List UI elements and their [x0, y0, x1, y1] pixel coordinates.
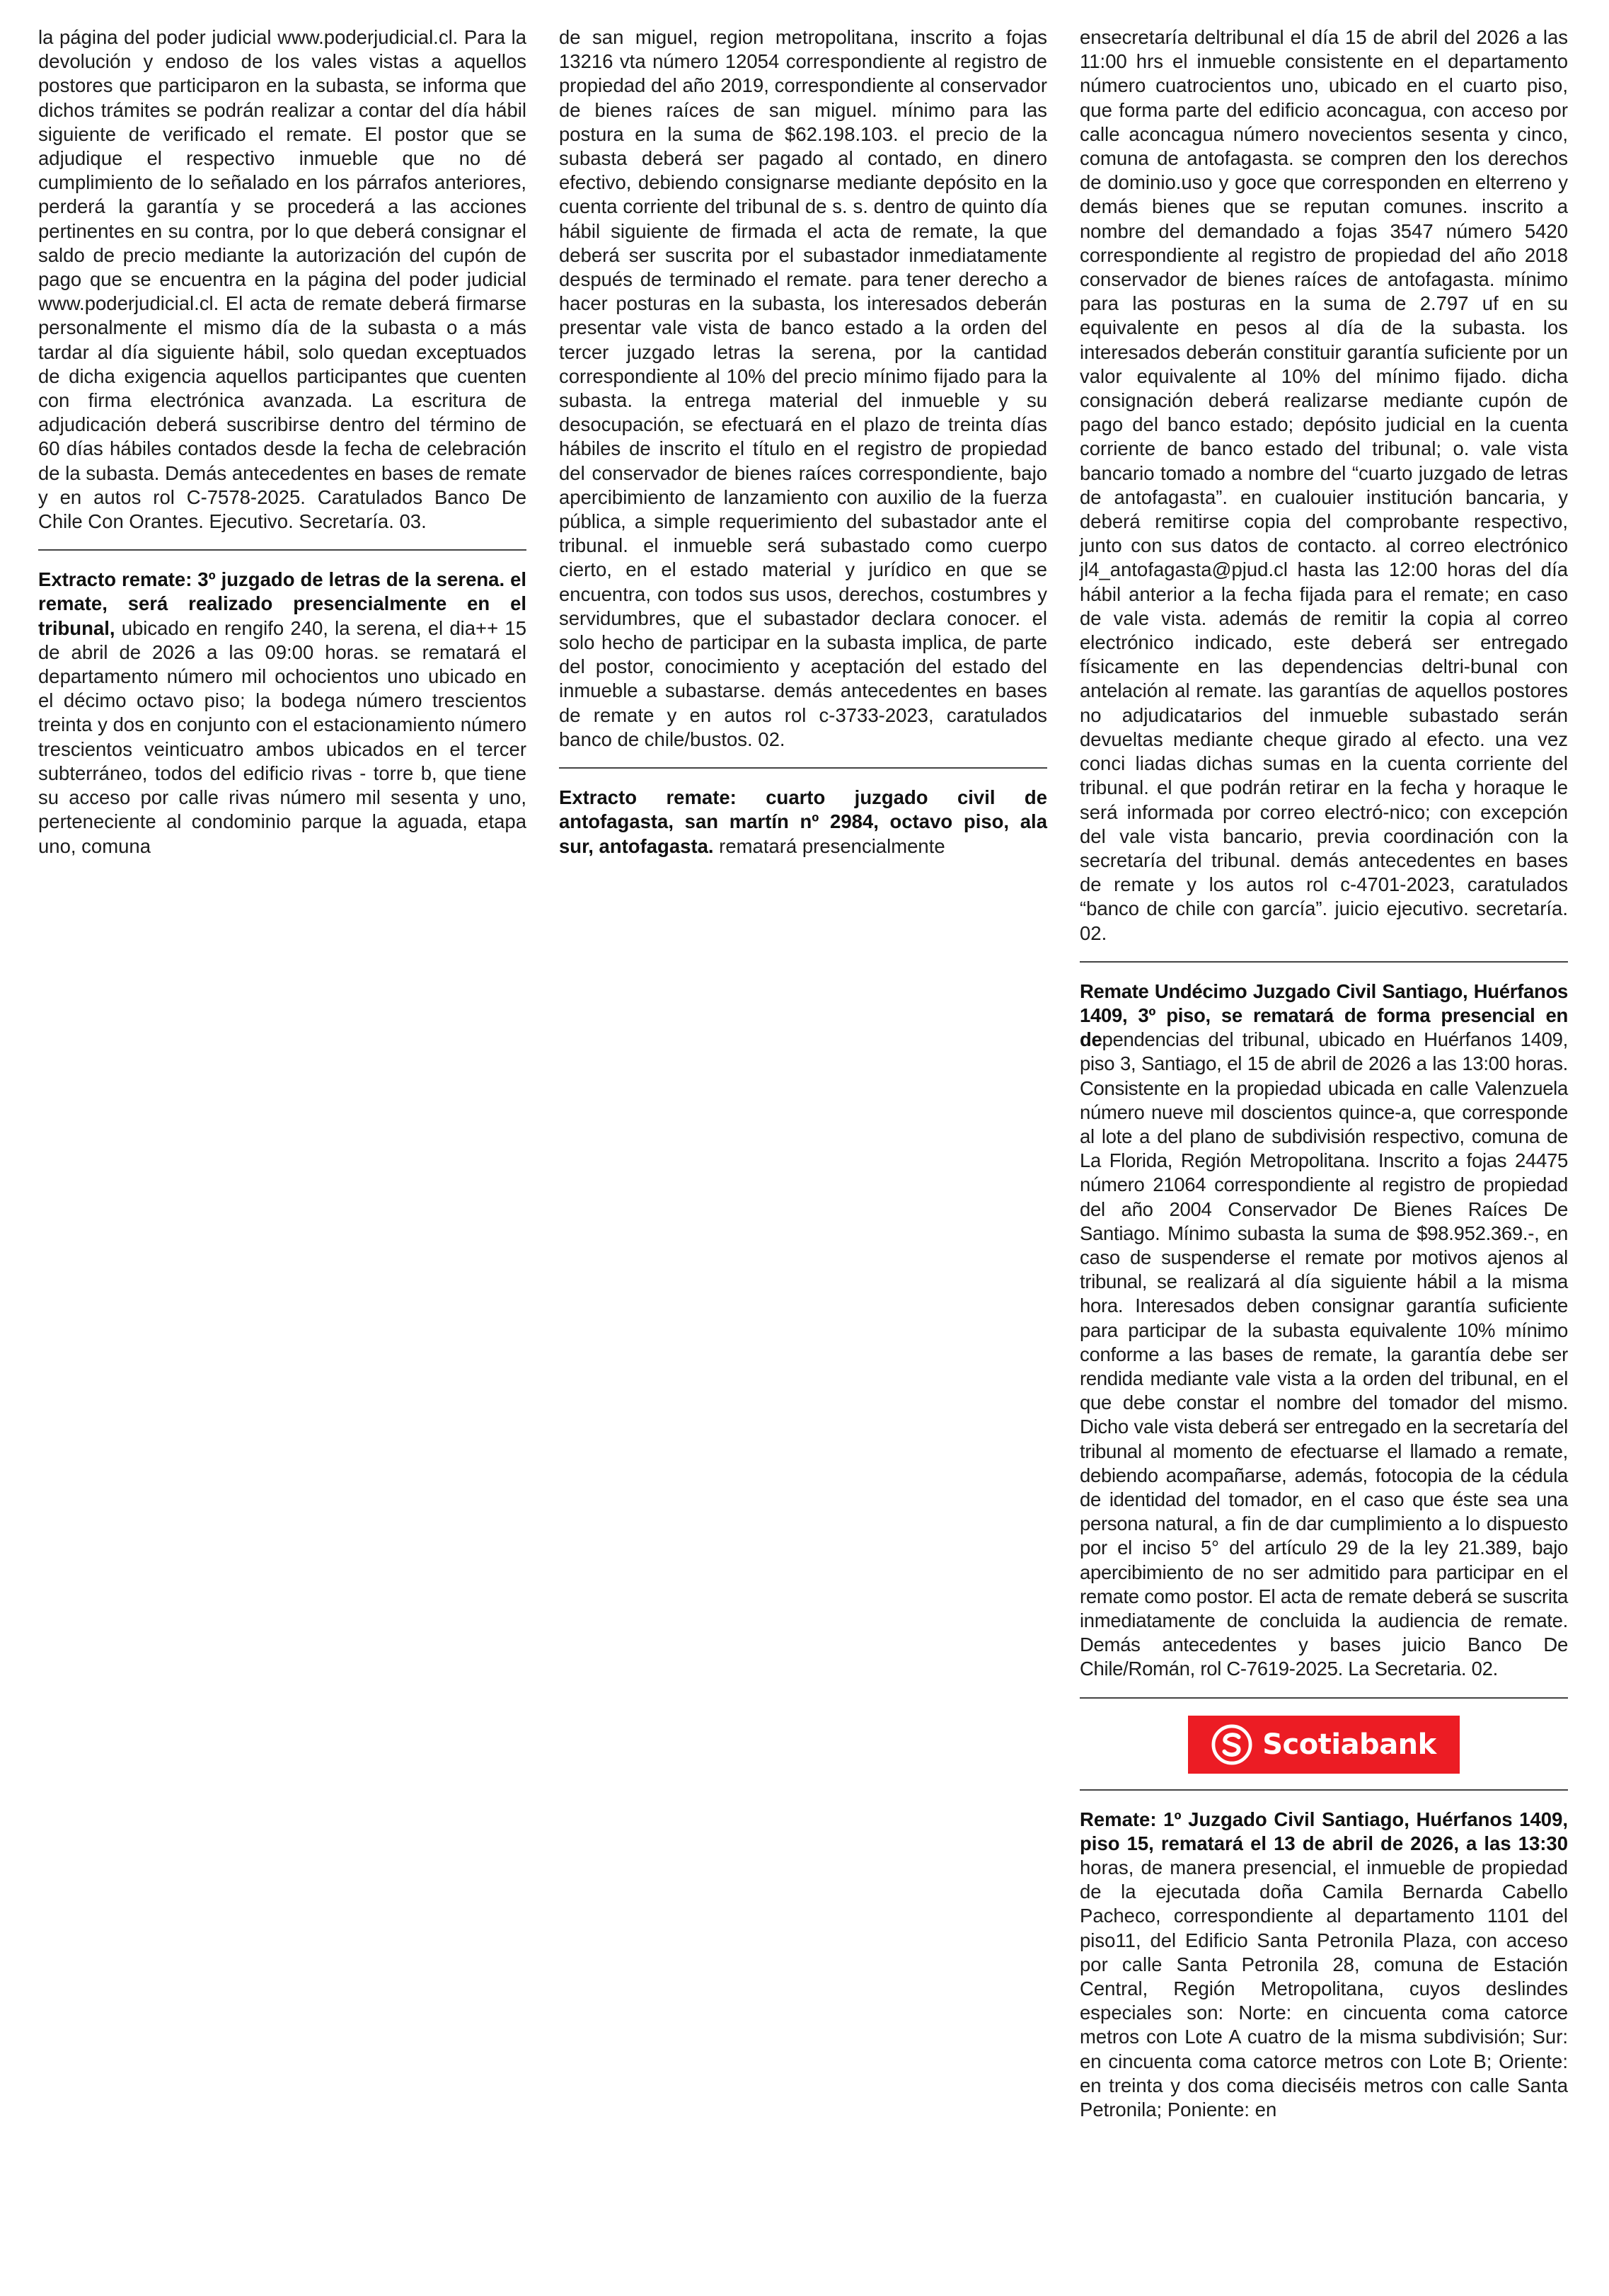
ad-1-continued: la página del poder judicial www.poderjudicial.cl. Para la devolución y endoso de los vales vistas a aquellos postores que participaron en la subasta, se informa que dichos trámites se podrán realizar a contar del día hábil siguiente de verificado el remate. El postor que se adjudique el respectivo inmueble que no dé cumplimiento de lo señalado en los párrafos anteriores, perderá la garantía y se procederá a las acciones pertinentes en su contra, por lo que deberá consignar el saldo de precio mediante la autorización del cupón de pago que se encuentra en la página del poder judicial www.poderjudicial.cl. El acta de remate deberá firmarse personalmente el mismo día de la subasta o a más tardar al día siguiente hábil, solo quedan exceptuados de dicha exigencia aquellos participantes que cuenten con firma electrónica avanzada. La escritura de adjudicación deberá suscribirse dentro del término de 60 días hábiles contados desde la fecha de celebración de la subasta. Demás antecedentes en bases de remate y en autos rol C-7578-2025. Caratulados Banco De Chile Con Orantes. Ejecutivo. Secretaría. 03.	[38, 26, 526, 533]
ad-5-heading: Remate: 1º Juzgado Civil Santiago, Huérfanos 1409, piso 15, rematará el 13 de abril de 2026, a las 13:30	[1080, 1808, 1568, 1854]
divider	[559, 767, 1047, 769]
ad-2-body: ubicado en rengifo 240, la serena, el dia++ 15 de abril de 2026 a las 09:00 horas. se rematará el departamento número mil ochocientos uno ubicado en el décimo octavo piso; la bodega número trescientos treinta y dos en conjunto con el estacionamiento número trescientos veinticuatro ambos ubicados en el tercer subterráneo, todos del edificio rivas - torre b, que tiene su acceso por calle rivas número mil sesenta y uno, perteneciente al condominio parque la aguada, etapa uno, comuna	[38, 616, 526, 857]
scotiabank-s-icon	[1211, 1724, 1252, 1765]
divider	[38, 549, 526, 551]
column-1	[38, 25, 526, 859]
column-3	[1080, 25, 1568, 2122]
scotiabank-logo	[1080, 1716, 1568, 1774]
ad-3-continued: ensecretaría deltribunal el día 15 de abril del 2026 a las 11:00 hrs el inmueble consistente en el departamento número cuatrocientos uno, ubicado en el cuarto piso, que forma parte del edificio aconcagua, con acceso por calle aconcagua número novecientos sesenta y cinco, comuna de antofagasta. se compren den los derechos de dominio.uso y goce que corresponden en elterreno y demás bienes que se reputan comunes. inscrito a nombre del demandado a fojas 3547 número 5420 correspondiente al registro de propiedad del año 2018 conservador de bienes raíces de antofagasta. mínimo para las posturas en la suma de 2.797 uf en su equivalente en pesos al día de la subasta. los interesados deberán constituir garantía suficiente por un valor equivalente al 10% del mínimo fijado. dicha consignación deberá realizarse mediante cupón de pago del banco estado; depósito judicial en la cuenta corriente de banco estado del tribunal; o. vale vista bancario tomado a nombre del “cuarto juzgado de letras de antofagasta”. en cualouier institución bancaria, y deberá remitirse copia del comprobante respectivo, junto con sus datos de contacto. al correo electrónico jl4_antofagasta@pjud.cl hasta las 12:00 horas del día hábil anterior a la fecha fijada para el remate; en caso de vale vista. además de remitir la copia al correo electrónico indicado, este deberá ser entregado físicamente en las dependencias deltri-bunal con antelación al remate. las garantías de aquellos postores no adjudicatarios del inmueble subastado serán devueltas mediante cheque girado al efecto. una vez conci liadas dichas sumas en la cuenta corriente del tribunal. el que podrán retirar en la fecha y horaque le será informada por correo electró-nico; con excepción del vale vista bancario, previa coordinación con la secretaría del tribunal. demás antecedentes en bases de remate y los autos rol c-4701-2023, caratulados “banco de chile con garcía”. juicio ejecutivo. secretaría. 02.	[1080, 26, 1568, 944]
ad-2-extracto-la-serena	[38, 568, 526, 858]
ad-5-primer-juzgado	[1080, 1808, 1568, 2123]
ad-4-body: pendencias del tribunal, ubicado en Huérfanos 1409, piso 3, Santiago, el 15 de abril de 2026 a las 13:00 horas. Consistente en la propiedad ubicada en calle Valenzuela número nueve mil doscientos quince-a, que corresponde al lote a del plano de subdivisión respectivo, comuna de La Florida, Región Metropolitana. Inscrito a fojas 24475 número 21064 correspondiente al registro de propiedad del año 2004 Conservador De Bienes Raíces De Santiago. Mínimo subasta la suma de $98.952.369.-, en caso de suspenderse el remate por motivos ajenos al tribunal, se realizará al día siguiente hábil a la misma hora. Interesados deben consignar garantía suficiente para participar de la subasta equivalente 10% mínimo conforme a las bases de remate, la garantía debe ser rendida mediante vale vista a la orden del tribunal, en el que debe constar el nombre del tomador del mismo. Dicho vale vista deberá ser entregado en la secretaría del tribunal al momento de efectuarse el llamado a remate, debiendo acompañarse, además, fotocopia de la cédula de identidad del tomador, en el caso que éste sea una persona natural, a fin de dar cumplimiento a lo dispuesto por el inciso 5° del artículo 29 de la ley 21.389, bajo apercibimiento de no ser admitido para participar en el remate como postor. El acta de remate deberá se suscrita inmediatamente de concluida la audiencia de remate. Demás antecedentes y bases juicio Banco De Chile/Román, rol C-7619-2025. La Secretaria. 02.	[1080, 1028, 1568, 1680]
logo-badge	[1188, 1716, 1460, 1774]
ad-2-continued: de san miguel, region metropolitana, inscrito a fojas 13216 vta número 12054 correspondiente al registro de propiedad del año 2019, correspondiente al conservador de bienes raíces de san miguel. mínimo para las postura en la suma de $62.198.103. el precio de la subasta deberá ser pagado al contado, en dinero efectivo, debiendo consignarse mediante depósito en la cuenta corriente del tribunal de s. s. dentro de quinto día hábil siguiente de firmada el acta de remate, la que deberá ser suscrita por el subastador inmediatamente después de terminado el remate. para tener derecho a hacer posturas en la subasta, los interesados deberán presentar vale vista de banco estado a la orden del tercer juzgado letras la serena, por la cantidad correspondiente al 10% del precio mínimo fijado para la subasta. la entrega material del inmueble y su desocupación, se efectuará en el plazo de treinta días hábiles de inscrito el título en el registro de propiedad del conservador de bienes raíces correspondiente, bajo apercibimiento de lanzamiento con auxilio de la fuerza pública, a simple requerimiento del subastador ante el tribunal. el inmueble será subastado como cuerpo cierto, en el estado material y jurídico en que se encuentra, con todos sus usos, derechos, costumbres y servidumbres, que el subastador declara conocer. el solo hecho de participar en la subasta implica, de parte del postor, conocimiento y aceptación del estado del inmueble a subastarse. demás antecedentes en bases de remate y en autos rol c-3733-2023, caratulados banco de chile/bustos. 02.	[559, 26, 1047, 750]
ad-4-undecimo-juzgado	[1080, 980, 1568, 1682]
divider	[1080, 1697, 1568, 1699]
ad-2-heading: Extracto remate: 3º juzgado de letras de la serena. el remate, será realizado presencialmente en el tribunal,	[38, 568, 526, 639]
ad-4-heading: Remate Undécimo Juzgado Civil Santiago, Huérfanos 1409, 3º piso, se rematará de forma presencial en de	[1080, 980, 1568, 1051]
divider	[1080, 961, 1568, 963]
column-2	[559, 25, 1047, 859]
ad-3-heading: Extracto remate: cuarto juzgado civil de antofagasta, san martín nº 2984, octavo piso, ala sur, antofagasta.	[559, 786, 1047, 857]
ad-3-body: rematará presencialmente	[713, 834, 945, 857]
ad-5-body: horas, de manera presencial, el inmueble de propiedad de la ejecutada doña Camila Bernarda Cabello Pacheco, correspondiente al departamento 1101 del piso11, del Edificio Santa Petronila Plaza, con acceso por calle Santa Petronila 28, comuna de Estación Central, Región Metropolitana, cuyos deslindes especiales son: Norte: en cincuenta coma catorce metros con Lote A cuatro de la misma subdivisión; Sur: en cincuenta coma catorce metros con Lote B; Oriente: en treinta y dos coma dieciséis metros con calle Santa Petronila; Poniente: en	[1080, 1856, 1568, 2121]
ad-3-extracto-antofagasta	[559, 786, 1047, 859]
logo-text: Scotiabank	[1262, 1728, 1436, 1761]
divider	[1080, 1789, 1568, 1791]
